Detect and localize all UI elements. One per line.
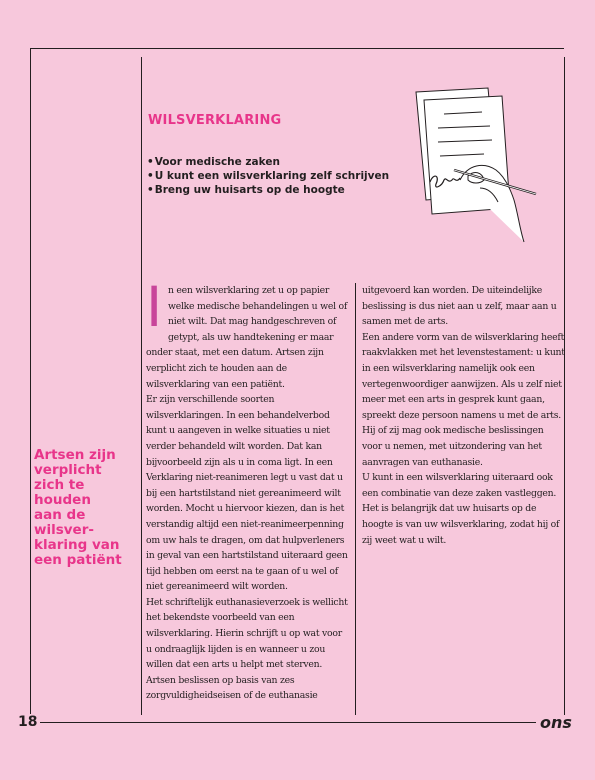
bullet-item: • U kunt een wilsverklaring zelf schrijven: [147, 169, 389, 183]
article-column-2: [362, 283, 566, 548]
signing-document-illustration: [410, 84, 550, 244]
sidebar-divider: [141, 57, 142, 715]
top-rule: [30, 48, 564, 49]
pull-quote: Artsen zijn verplicht zich te houden aan de wilsver- klaring van een patiënt: [34, 447, 122, 568]
article-column-1: [146, 275, 350, 704]
page-number: 18: [18, 714, 38, 730]
bullet-item: • Breng uw huisarts op de hoogte: [147, 183, 389, 197]
left-frame-rule: [30, 48, 31, 714]
paragraph: Er zijn verschillende soorten wilsverklaringen. In een behandelverbod kunt u aangeven in welke situaties u niet verder behandeld wilt worden. Dat kan bijvoorbeeld zijn als u in coma ligt. In een Verklaring niet-reanimeren legt u vast dat u bij een hartstilstand niet gereanimeerd wilt worden. Mocht u hiervoor kiezen, dan is het verstandig altijd een niet-reanimeerpenning om uw hals te dragen, om dat hulpverleners in geval van een hartstilstand uiteraard geen tijd hebben om eerst na te gaan of u wel of niet gereanimeerd wilt worden.: [146, 394, 348, 593]
paragraph: U kunt in een wilsverklaring uiteraard ook een combinatie van deze zaken vastleggen. Het is belangrijk dat uw huisarts op de hoogte is van uw wilsverklaring, zodat hij of zij weet wat u wilt.: [362, 472, 560, 546]
drop-cap: I: [146, 275, 162, 339]
bullet-item: • Voor medische zaken: [147, 155, 389, 169]
article-title: WILSVERKLARING: [148, 113, 282, 128]
paragraph: Een andere vorm van de wilsverklaring heeft raakvlakken met het levenstestament: u kunt in een wilsverklaring namelijk ook een vertegenwoordiger aanwijzen. Als u zelf niet meer met een arts in gesprek kunt gaan, spreekt deze persoon namens u met de arts. Hij of zij mag ook medische beslissingen voor u nemen, met uitzondering van het aanvragen van euthanasie.: [362, 331, 565, 468]
paragraph: uitgevoerd kan worden. De uiteindelijke beslissing is dus niet aan u zelf, maar aan u samen met de arts.: [362, 285, 557, 328]
summary-bullets: [147, 155, 389, 197]
paragraph: n een wilsverklaring zet u op papier welke medische behandelingen u wel of niet wilt. Dat mag handgeschreven of getypt, als uw handtekening er maar onder staat, met een datum. Artsen zijn verplicht zich te houden aan de wilsverklaring van een patiënt.: [146, 285, 348, 390]
bottom-rule: [40, 722, 536, 723]
column-divider: [355, 283, 356, 715]
magazine-logo: ons: [540, 713, 572, 732]
paragraph: Het schriftelijk euthanasieverzoek is wellicht het bekendste voorbeeld van een wilsverklaring. Hierin schrijft u op wat voor u ondraaglijk lijden is en wanneer u zou willen dat een arts u helpt met sterven. Artsen beslissen op basis van zes zorgvuldigheidseisen of de euthanasie: [146, 596, 348, 702]
